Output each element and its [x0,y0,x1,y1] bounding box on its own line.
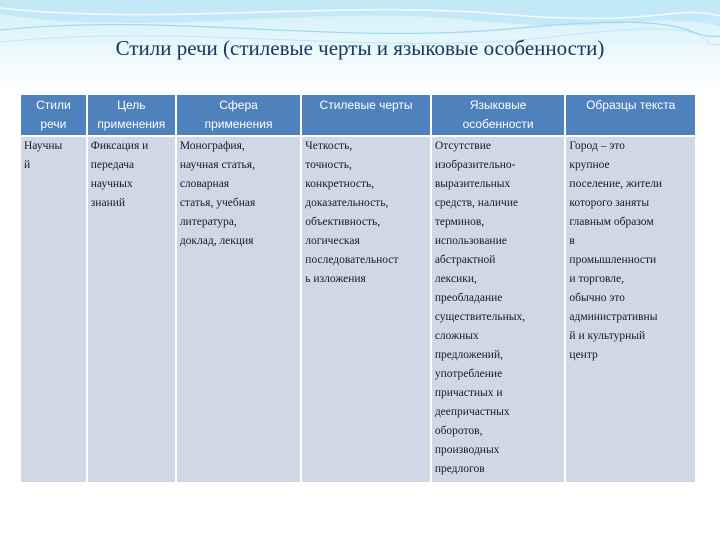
table-row [21,137,695,482]
cell-style: Научны й [21,137,86,482]
cell-sphere: Монография, научная статья, словарная статья, учебная литература, доклад, лекция [177,137,300,482]
header-language-features: Языковые особенности [432,95,565,135]
cell-language-features: Отсутствие изобразительно- выразительных средств, наличие терминов, использование абстрактной лексики, преобладание существительных, сложных предложений, употребление причастных и деепричастных оборотов, производных предлогов [432,137,565,482]
header-sphere: Сфера применения [177,95,300,135]
header-purpose: Цель применения [88,95,175,135]
cell-text-sample: Город – это крупное поселение, жители которого заняты главным образом в промышленности и торговле, обычно это административны й и культурный центр [566,137,695,482]
page-title: Стили речи (стилевые черты и языковые особенности) [115,36,605,60]
header-style: Стили речи [21,95,86,135]
cell-style-features: Четкость, точность, конкретность, доказательность, объективность, логическая последовательност ь изложения [302,137,430,482]
header-text-samples: Образцы текста [566,95,695,135]
table-header-row [21,95,695,135]
styles-table-container [19,93,697,484]
styles-table [19,93,697,484]
header-style-features: Стилевые черты [302,95,430,135]
cell-purpose: Фиксация и передача научных знаний [88,137,175,482]
